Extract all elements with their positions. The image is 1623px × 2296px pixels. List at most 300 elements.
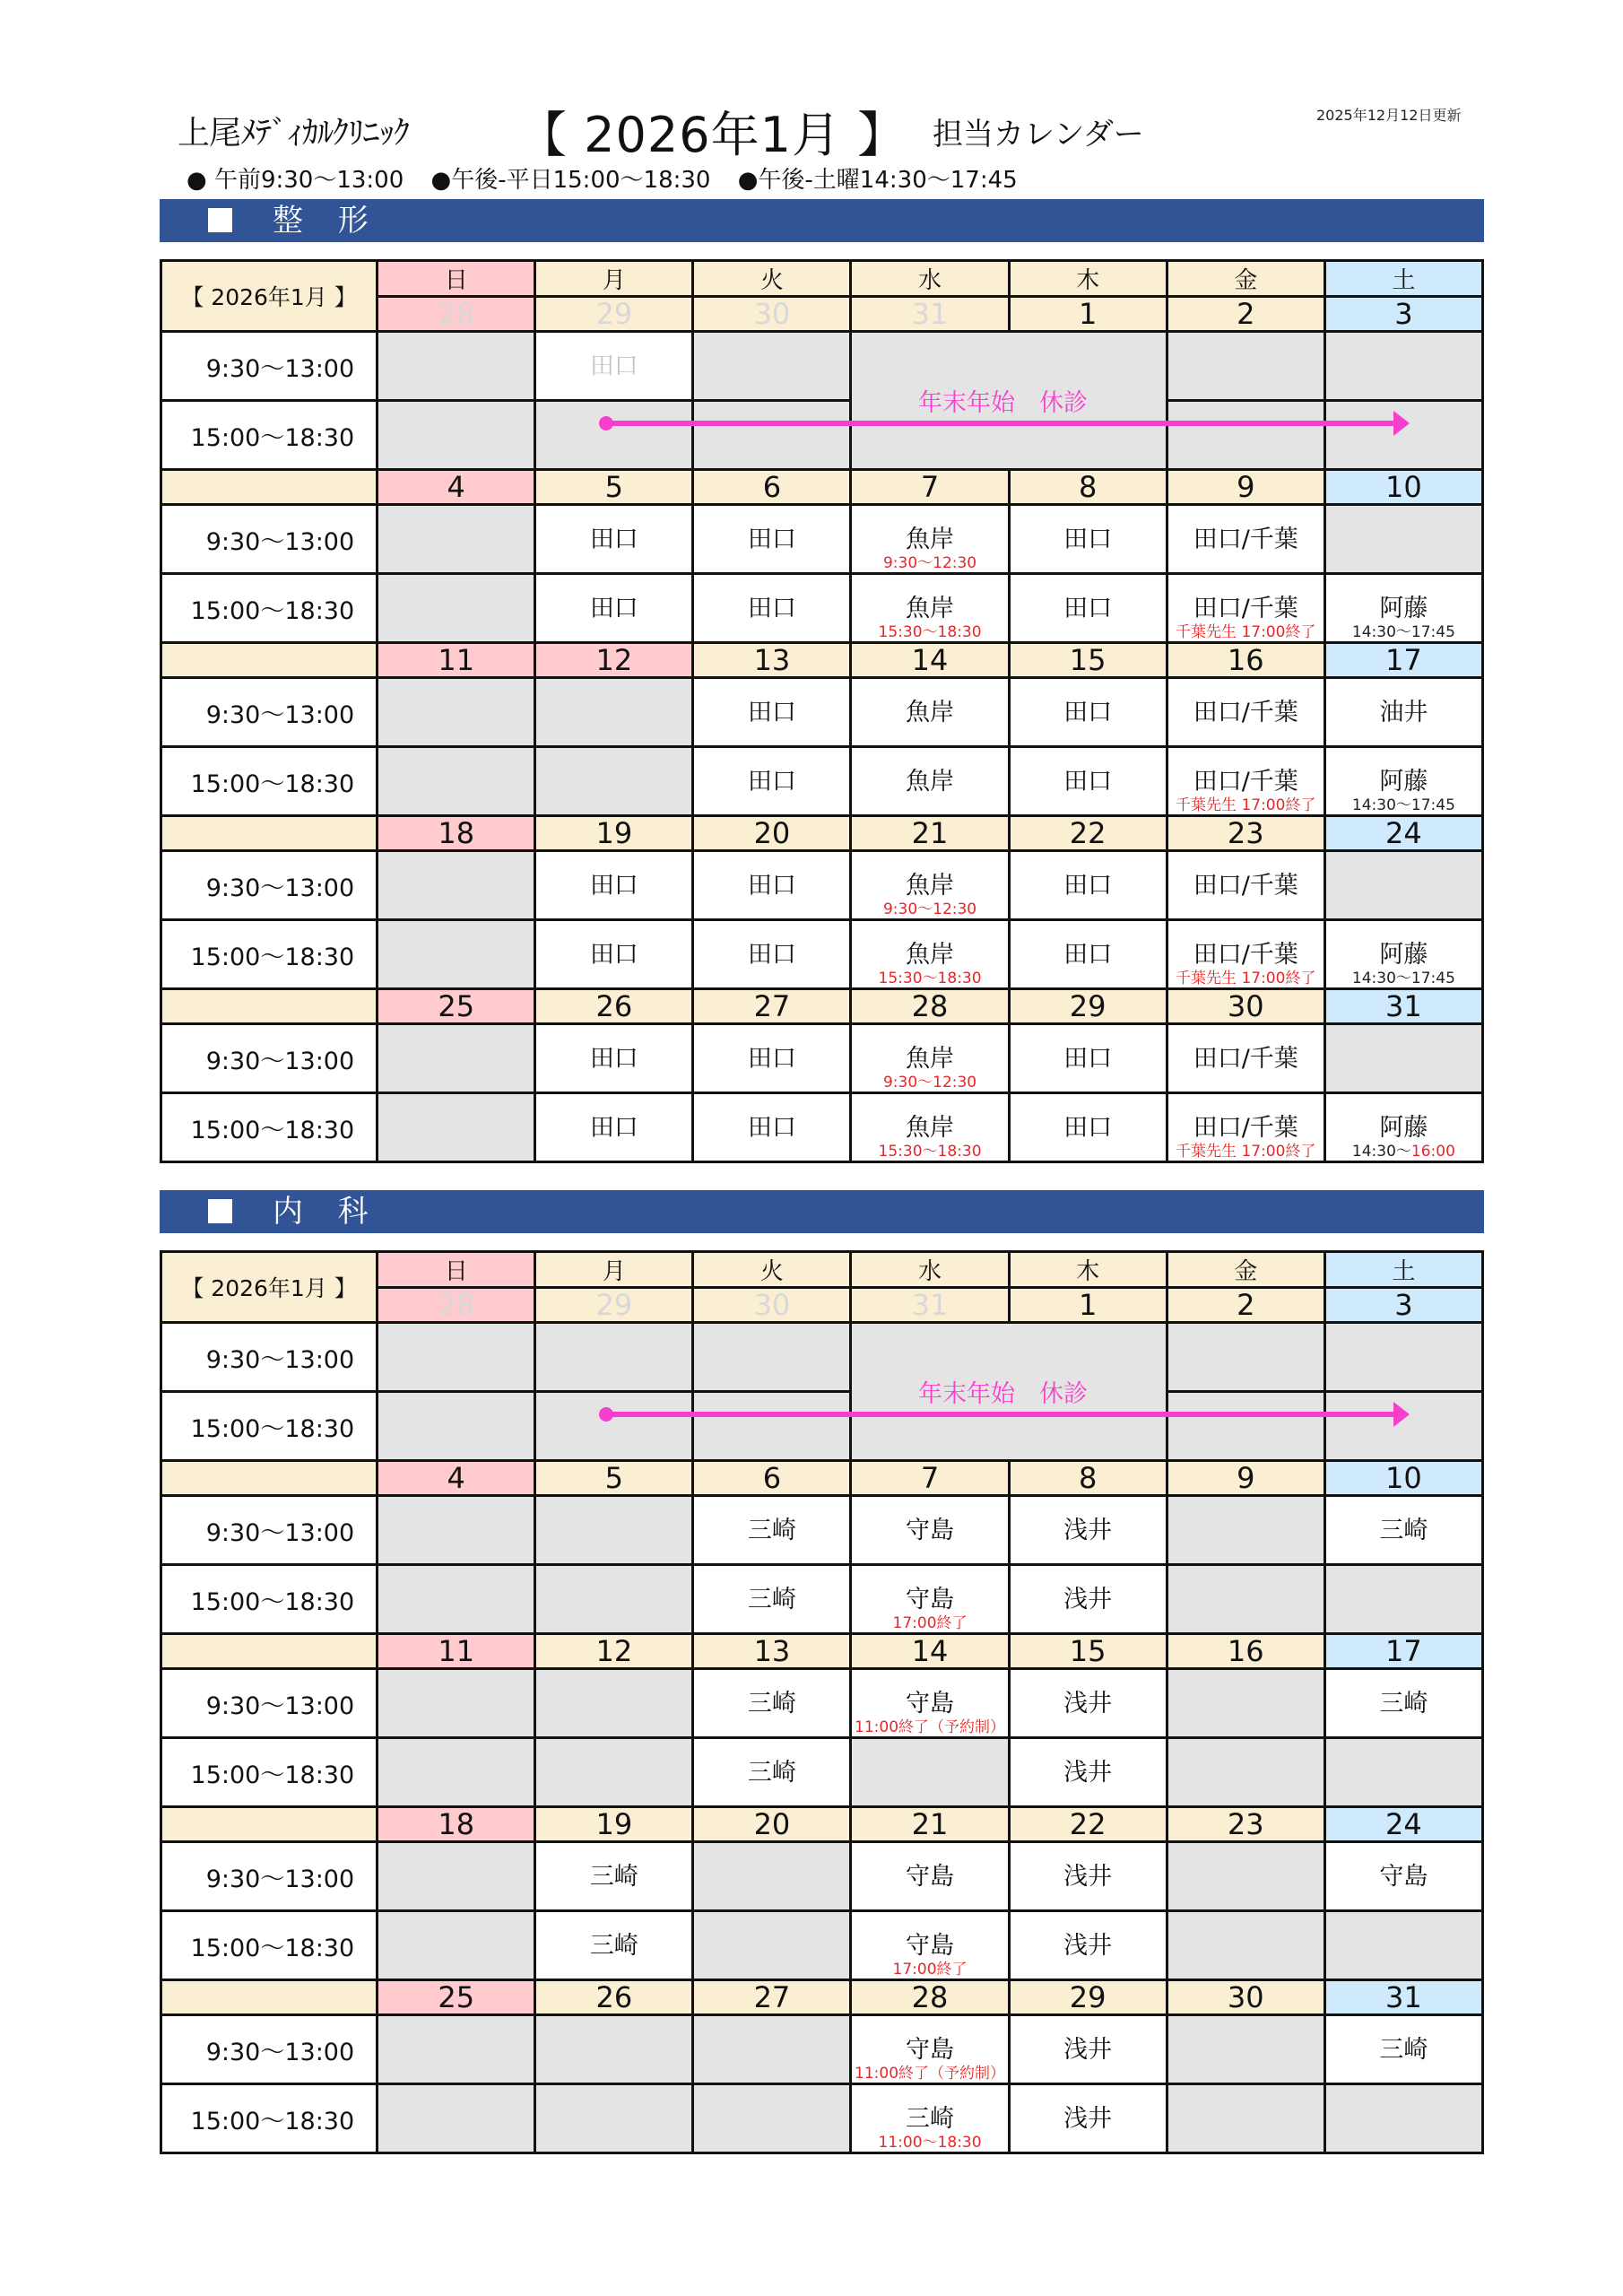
schedule-note [1326, 796, 1481, 814]
closed-slot [535, 1323, 693, 1392]
schedule-note: 15:30～18:30 [878, 623, 982, 641]
weekday-header: 火 [693, 1252, 851, 1288]
doctor-name: 田口/千葉 [1193, 1114, 1298, 1142]
date-cell: 14 [851, 643, 1009, 678]
date-cell: 1 [1009, 297, 1167, 332]
schedule-note: 9:30～12:30 [882, 1074, 977, 1091]
doctor-slot [1324, 678, 1482, 747]
doctor-slot [693, 1496, 851, 1565]
closed-slot [535, 678, 693, 747]
doctor-slot [851, 920, 1009, 989]
date-cell: 28 [378, 297, 535, 332]
closed-slot [378, 1669, 535, 1738]
section-header [160, 199, 1484, 242]
closed-slot [378, 2084, 535, 2153]
doctor-slot [1009, 574, 1167, 643]
doctor-name: 田口 [1063, 1114, 1113, 1142]
date-row-label [161, 1461, 378, 1496]
closed-slot [1167, 1565, 1324, 1634]
doctor-name: 三崎 [1379, 1517, 1428, 1544]
afternoon-slot-label: 15:00～18:30 [161, 574, 378, 643]
doctor-slot [693, 574, 851, 643]
weekday-header: 金 [1167, 1252, 1324, 1288]
schedule-note: 17:00終了 [892, 1961, 968, 1979]
doctor-name: 三崎 [747, 1586, 796, 1613]
doctor-slot [535, 1842, 693, 1911]
date-cell: 13 [693, 643, 851, 678]
date-cell: 28 [851, 1980, 1009, 2015]
date-cell: 23 [1167, 816, 1324, 851]
closed-slot [378, 851, 535, 920]
doctor-name: 阿藤 [1379, 768, 1428, 796]
date-cell: 6 [693, 470, 851, 505]
doctor-slot [1167, 1024, 1324, 1093]
schedule-note: 9:30～12:30 [882, 900, 977, 918]
holiday-closed-cell [851, 1323, 1167, 1461]
month-title: 【 2026年1月 】 [518, 107, 907, 163]
closed-slot [1324, 401, 1482, 470]
doctor-name: 三崎 [589, 1932, 638, 1960]
date-cell: 8 [1009, 1461, 1167, 1496]
afternoon-slot-label: 15:00～18:30 [161, 1392, 378, 1461]
doctor-slot [693, 678, 851, 747]
date-cell: 1 [1009, 1288, 1167, 1323]
weekday-header: 火 [693, 261, 851, 297]
weekday-header: 水 [851, 1252, 1009, 1288]
date-cell: 31 [851, 297, 1009, 332]
date-cell: 27 [693, 989, 851, 1024]
doctor-slot [1009, 1669, 1167, 1738]
closed-slot [1167, 1911, 1324, 1980]
date-cell: 30 [1167, 1980, 1324, 2015]
doctor-slot [851, 851, 1009, 920]
section-header [160, 1190, 1484, 1233]
schedule-note [1326, 1143, 1481, 1161]
doctor-name: 守島 [906, 2036, 955, 2064]
doctor-name: 浅井 [1063, 1759, 1113, 1787]
doctor-slot [535, 1024, 693, 1093]
closed-slot [378, 574, 535, 643]
doctor-name: 田口 [747, 595, 796, 622]
closed-slot [535, 1496, 693, 1565]
closed-slot [378, 1496, 535, 1565]
date-cell: 25 [378, 989, 535, 1024]
morning-slot-label: 9:30～13:00 [161, 851, 378, 920]
date-cell: 16 [1167, 1634, 1324, 1669]
date-cell: 5 [535, 470, 693, 505]
note-time: 14:30～17:45 [1351, 623, 1455, 641]
date-row-label [161, 470, 378, 505]
doctor-slot [1009, 920, 1167, 989]
afternoon-slot-label: 15:00～18:30 [161, 2084, 378, 2153]
doctor-name: 魚岸 [906, 941, 955, 969]
doctor-slot [1009, 851, 1167, 920]
date-cell: 15 [1009, 643, 1167, 678]
date-cell: 30 [693, 297, 851, 332]
doctor-name: 守島 [1379, 1863, 1428, 1891]
doctor-slot [1167, 505, 1324, 574]
doctor-slot [535, 574, 693, 643]
doctor-slot [1009, 2015, 1167, 2084]
updated-date: 2025年12月12日更新 [1316, 107, 1462, 124]
note-time: 14:30～17:45 [1351, 970, 1455, 987]
doctor-slot [693, 1565, 851, 1634]
doctor-name: 田口 [589, 526, 638, 553]
date-cell: 6 [693, 1461, 851, 1496]
closed-slot [378, 678, 535, 747]
closed-slot [1167, 2084, 1324, 2153]
date-cell: 4 [378, 1461, 535, 1496]
weekday-header: 木 [1009, 261, 1167, 297]
closed-slot [1324, 1392, 1482, 1461]
doctor-slot [1009, 505, 1167, 574]
section-title: 整 形 [273, 203, 381, 239]
date-cell: 2 [1167, 297, 1324, 332]
closed-slot [1324, 2084, 1482, 2153]
doctor-slot [851, 1669, 1009, 1738]
date-cell: 7 [851, 1461, 1009, 1496]
doctor-name: 油井 [1379, 699, 1428, 726]
doctor-name: 魚岸 [906, 595, 955, 622]
date-cell: 31 [1324, 1980, 1482, 2015]
afternoon-slot-label: 15:00～18:30 [161, 1093, 378, 1162]
doctor-slot [1009, 1911, 1167, 1980]
square-bullet-icon [208, 208, 232, 232]
schedule-note: 9:30～12:30 [882, 554, 977, 572]
closed-slot [1167, 332, 1324, 401]
doctor-name: 浅井 [1063, 1863, 1113, 1891]
doctor-slot [535, 851, 693, 920]
closed-slot [378, 1565, 535, 1634]
doctor-slot [1324, 1669, 1482, 1738]
closed-slot [535, 747, 693, 816]
doctor-name: 田口 [589, 352, 638, 380]
date-cell: 4 [378, 470, 535, 505]
doctor-slot [851, 574, 1009, 643]
doctor-slot [851, 678, 1009, 747]
schedule-note: 千葉先生 17:00終了 [1176, 970, 1316, 987]
doctor-name: 浅井 [1063, 1690, 1113, 1718]
doctor-slot [1324, 747, 1482, 816]
weekday-header: 水 [851, 261, 1009, 297]
note-time: 14:30～17:45 [1351, 796, 1455, 814]
date-cell: 18 [378, 1807, 535, 1842]
closed-slot [378, 1392, 535, 1461]
doctor-slot [1167, 747, 1324, 816]
doctor-name: 三崎 [906, 2105, 955, 2133]
doctor-slot [1009, 1024, 1167, 1093]
doctor-slot [693, 747, 851, 816]
closed-slot [378, 747, 535, 816]
morning-slot-label: 9:30～13:00 [161, 2015, 378, 2084]
date-cell: 19 [535, 1807, 693, 1842]
doctor-slot [535, 332, 693, 401]
doctor-name: 浅井 [1063, 1586, 1113, 1613]
afternoon-slot-label: 15:00～18:30 [161, 401, 378, 470]
doctor-name: 田口/千葉 [1193, 941, 1298, 969]
closed-slot [693, 1392, 851, 1461]
morning-slot-label: 9:30～13:00 [161, 1496, 378, 1565]
closed-slot [1324, 505, 1482, 574]
closed-slot [535, 2015, 693, 2084]
doctor-slot [535, 505, 693, 574]
doctor-name: 守島 [906, 1586, 955, 1613]
date-cell: 9 [1167, 470, 1324, 505]
date-cell: 29 [1009, 989, 1167, 1024]
doctor-slot [693, 1093, 851, 1162]
doctor-name: 田口 [747, 1045, 796, 1073]
closed-slot [1167, 1392, 1324, 1461]
closed-slot [1167, 1669, 1324, 1738]
doctor-slot [693, 1024, 851, 1093]
closed-slot [535, 1392, 693, 1461]
closed-slot [693, 2084, 851, 2153]
closed-slot [1324, 1565, 1482, 1634]
doctor-slot [1009, 1738, 1167, 1807]
schedule-table [160, 259, 1484, 1163]
closed-slot [535, 1738, 693, 1807]
date-cell: 3 [1324, 297, 1482, 332]
schedule-table [160, 1250, 1484, 2154]
doctor-slot [1009, 747, 1167, 816]
doctor-name: 魚岸 [906, 768, 955, 796]
doctor-slot [535, 1911, 693, 1980]
holiday-closed-cell [851, 332, 1167, 470]
doctor-name: 田口 [1063, 595, 1113, 622]
date-cell: 16 [1167, 643, 1324, 678]
date-cell: 23 [1167, 1807, 1324, 1842]
schedule-note [1326, 970, 1481, 987]
doctor-name: 魚岸 [906, 526, 955, 553]
date-cell: 17 [1324, 1634, 1482, 1669]
note-time-changed: 16:00 [1410, 1143, 1455, 1161]
closed-slot [851, 1738, 1009, 1807]
date-row-label [161, 1980, 378, 2015]
date-cell: 20 [693, 1807, 851, 1842]
doctor-slot [851, 1842, 1009, 1911]
closed-slot [378, 1842, 535, 1911]
weekday-header: 月 [535, 261, 693, 297]
doctor-name: 田口 [747, 699, 796, 726]
date-cell: 28 [851, 989, 1009, 1024]
doctor-name: 田口 [589, 872, 638, 900]
date-cell: 14 [851, 1634, 1009, 1669]
date-cell: 18 [378, 816, 535, 851]
doctor-slot [1324, 574, 1482, 643]
weekday-header: 土 [1324, 1252, 1482, 1288]
morning-slot-label: 9:30～13:00 [161, 1842, 378, 1911]
schedule-note: 千葉先生 17:00終了 [1176, 623, 1316, 641]
hours-am: ● 午前9:30～13:00 [187, 167, 404, 194]
closed-slot [378, 505, 535, 574]
doctor-name: 田口/千葉 [1193, 768, 1298, 796]
doctor-name: 三崎 [1379, 2036, 1428, 2064]
doctor-name: 三崎 [1379, 1690, 1428, 1718]
date-cell: 25 [378, 1980, 535, 2015]
doctor-name: 田口 [747, 941, 796, 969]
closed-slot [693, 1842, 851, 1911]
doctor-slot [851, 1024, 1009, 1093]
schedule-note: 千葉先生 17:00終了 [1176, 796, 1316, 814]
closed-slot [378, 1911, 535, 1980]
doctor-name: 田口 [589, 595, 638, 622]
date-cell: 17 [1324, 643, 1482, 678]
doctor-name: 浅井 [1063, 1517, 1113, 1544]
date-row-label [161, 816, 378, 851]
doctor-name: 田口 [1063, 872, 1113, 900]
doctor-slot [1009, 2084, 1167, 2153]
date-cell: 10 [1324, 470, 1482, 505]
doctor-slot [693, 1738, 851, 1807]
date-cell: 12 [535, 643, 693, 678]
doctor-name: 田口/千葉 [1193, 526, 1298, 553]
date-cell: 24 [1324, 816, 1482, 851]
weekday-header: 日 [378, 261, 535, 297]
date-row-label [161, 989, 378, 1024]
doctor-slot [851, 1565, 1009, 1634]
holiday-label: 年末年始 休診 [918, 1380, 1088, 1408]
date-cell: 19 [535, 816, 693, 851]
schedule-note: 11:00～18:30 [878, 2134, 982, 2152]
date-cell: 12 [535, 1634, 693, 1669]
doctor-name: 田口/千葉 [1193, 595, 1298, 622]
doctor-name: 浅井 [1063, 2105, 1113, 2133]
morning-slot-label: 9:30～13:00 [161, 1323, 378, 1392]
doctor-slot [1324, 920, 1482, 989]
date-cell: 29 [1009, 1980, 1167, 2015]
afternoon-slot-label: 15:00～18:30 [161, 1565, 378, 1634]
doctor-name: 守島 [906, 1863, 955, 1891]
doctor-name: 田口 [747, 1114, 796, 1142]
afternoon-slot-label: 15:00～18:30 [161, 1911, 378, 1980]
doctor-name: 田口/千葉 [1193, 699, 1298, 726]
date-cell: 20 [693, 816, 851, 851]
doctor-name: 田口 [1063, 1045, 1113, 1073]
doctor-name: 三崎 [747, 1759, 796, 1787]
doctor-name: 魚岸 [906, 699, 955, 726]
date-cell: 21 [851, 816, 1009, 851]
doctor-name: 田口 [1063, 699, 1113, 726]
closed-slot [693, 1911, 851, 1980]
afternoon-slot-label: 15:00～18:30 [161, 747, 378, 816]
schedule-note: 15:30～18:30 [878, 970, 982, 987]
closed-slot [1167, 2015, 1324, 2084]
date-cell: 11 [378, 1634, 535, 1669]
date-cell: 8 [1009, 470, 1167, 505]
doctor-slot [851, 747, 1009, 816]
morning-slot-label: 9:30～13:00 [161, 332, 378, 401]
doctor-slot [851, 505, 1009, 574]
closed-slot [1324, 1024, 1482, 1093]
doctor-name: 魚岸 [906, 1114, 955, 1142]
closed-slot [1167, 1323, 1324, 1392]
schedule-note: 15:30～18:30 [878, 1143, 982, 1161]
schedule-note: 17:00終了 [892, 1614, 968, 1632]
weekday-header: 金 [1167, 261, 1324, 297]
hours-pm-saturday: ●午後-土曜14:30～17:45 [737, 167, 1018, 194]
date-cell: 5 [535, 1461, 693, 1496]
doctor-name: 浅井 [1063, 2036, 1113, 2064]
date-cell: 15 [1009, 1634, 1167, 1669]
date-cell: 29 [535, 1288, 693, 1323]
closed-slot [693, 1323, 851, 1392]
doctor-slot [1009, 1496, 1167, 1565]
date-cell: 27 [693, 1980, 851, 2015]
doctor-name: 阿藤 [1379, 1114, 1428, 1142]
closed-slot [535, 1669, 693, 1738]
closed-slot [1324, 851, 1482, 920]
doctor-name: 三崎 [747, 1517, 796, 1544]
doctor-slot [693, 920, 851, 989]
doctor-slot [535, 920, 693, 989]
schedule-note: 千葉先生 17:00終了 [1176, 1143, 1316, 1161]
date-cell: 21 [851, 1807, 1009, 1842]
schedule-note: 11:00終了（予約制） [855, 2065, 1006, 2083]
doctor-name: 守島 [906, 1690, 955, 1718]
date-cell: 7 [851, 470, 1009, 505]
doctor-name: 浅井 [1063, 1932, 1113, 1960]
doctor-slot [1009, 1093, 1167, 1162]
doctor-name: 阿藤 [1379, 595, 1428, 622]
doctor-name: 田口 [589, 1045, 638, 1073]
date-cell: 30 [693, 1288, 851, 1323]
doctor-slot [693, 505, 851, 574]
doctor-name: 三崎 [589, 1863, 638, 1891]
calendar-label: 担当カレンダー [933, 117, 1144, 152]
doctor-name: 魚岸 [906, 872, 955, 900]
closed-slot [693, 2015, 851, 2084]
date-cell: 30 [1167, 989, 1324, 1024]
date-cell: 26 [535, 989, 693, 1024]
weekday-header: 木 [1009, 1252, 1167, 1288]
month-cell: 【 2026年1月 】 [161, 1252, 378, 1323]
doctor-slot [1167, 920, 1324, 989]
closed-slot [1324, 1911, 1482, 1980]
doctor-slot [535, 1093, 693, 1162]
doctor-slot [1324, 1496, 1482, 1565]
closed-slot [1324, 1323, 1482, 1392]
doctor-slot [851, 2084, 1009, 2153]
closed-slot [1324, 1738, 1482, 1807]
date-cell: 11 [378, 643, 535, 678]
date-cell: 22 [1009, 1807, 1167, 1842]
date-cell: 22 [1009, 816, 1167, 851]
doctor-slot [1009, 1565, 1167, 1634]
date-cell: 13 [693, 1634, 851, 1669]
closed-slot [1167, 401, 1324, 470]
date-cell: 3 [1324, 1288, 1482, 1323]
closed-slot [378, 1093, 535, 1162]
closed-slot [535, 1565, 693, 1634]
doctor-slot [1009, 678, 1167, 747]
date-row-label [161, 643, 378, 678]
morning-slot-label: 9:30～13:00 [161, 505, 378, 574]
closed-slot [535, 2084, 693, 2153]
doctor-slot [1324, 1842, 1482, 1911]
doctor-slot [1324, 1093, 1482, 1162]
doctor-name: 守島 [906, 1932, 955, 1960]
hours-line [187, 161, 1037, 195]
date-row-label [161, 1807, 378, 1842]
date-cell: 2 [1167, 1288, 1324, 1323]
doctor-name: 田口 [589, 941, 638, 969]
doctor-slot [851, 1093, 1009, 1162]
weekday-header: 日 [378, 1252, 535, 1288]
date-row-label [161, 1634, 378, 1669]
holiday-label: 年末年始 休診 [918, 389, 1088, 417]
closed-slot [535, 401, 693, 470]
doctor-name: 阿藤 [1379, 941, 1428, 969]
